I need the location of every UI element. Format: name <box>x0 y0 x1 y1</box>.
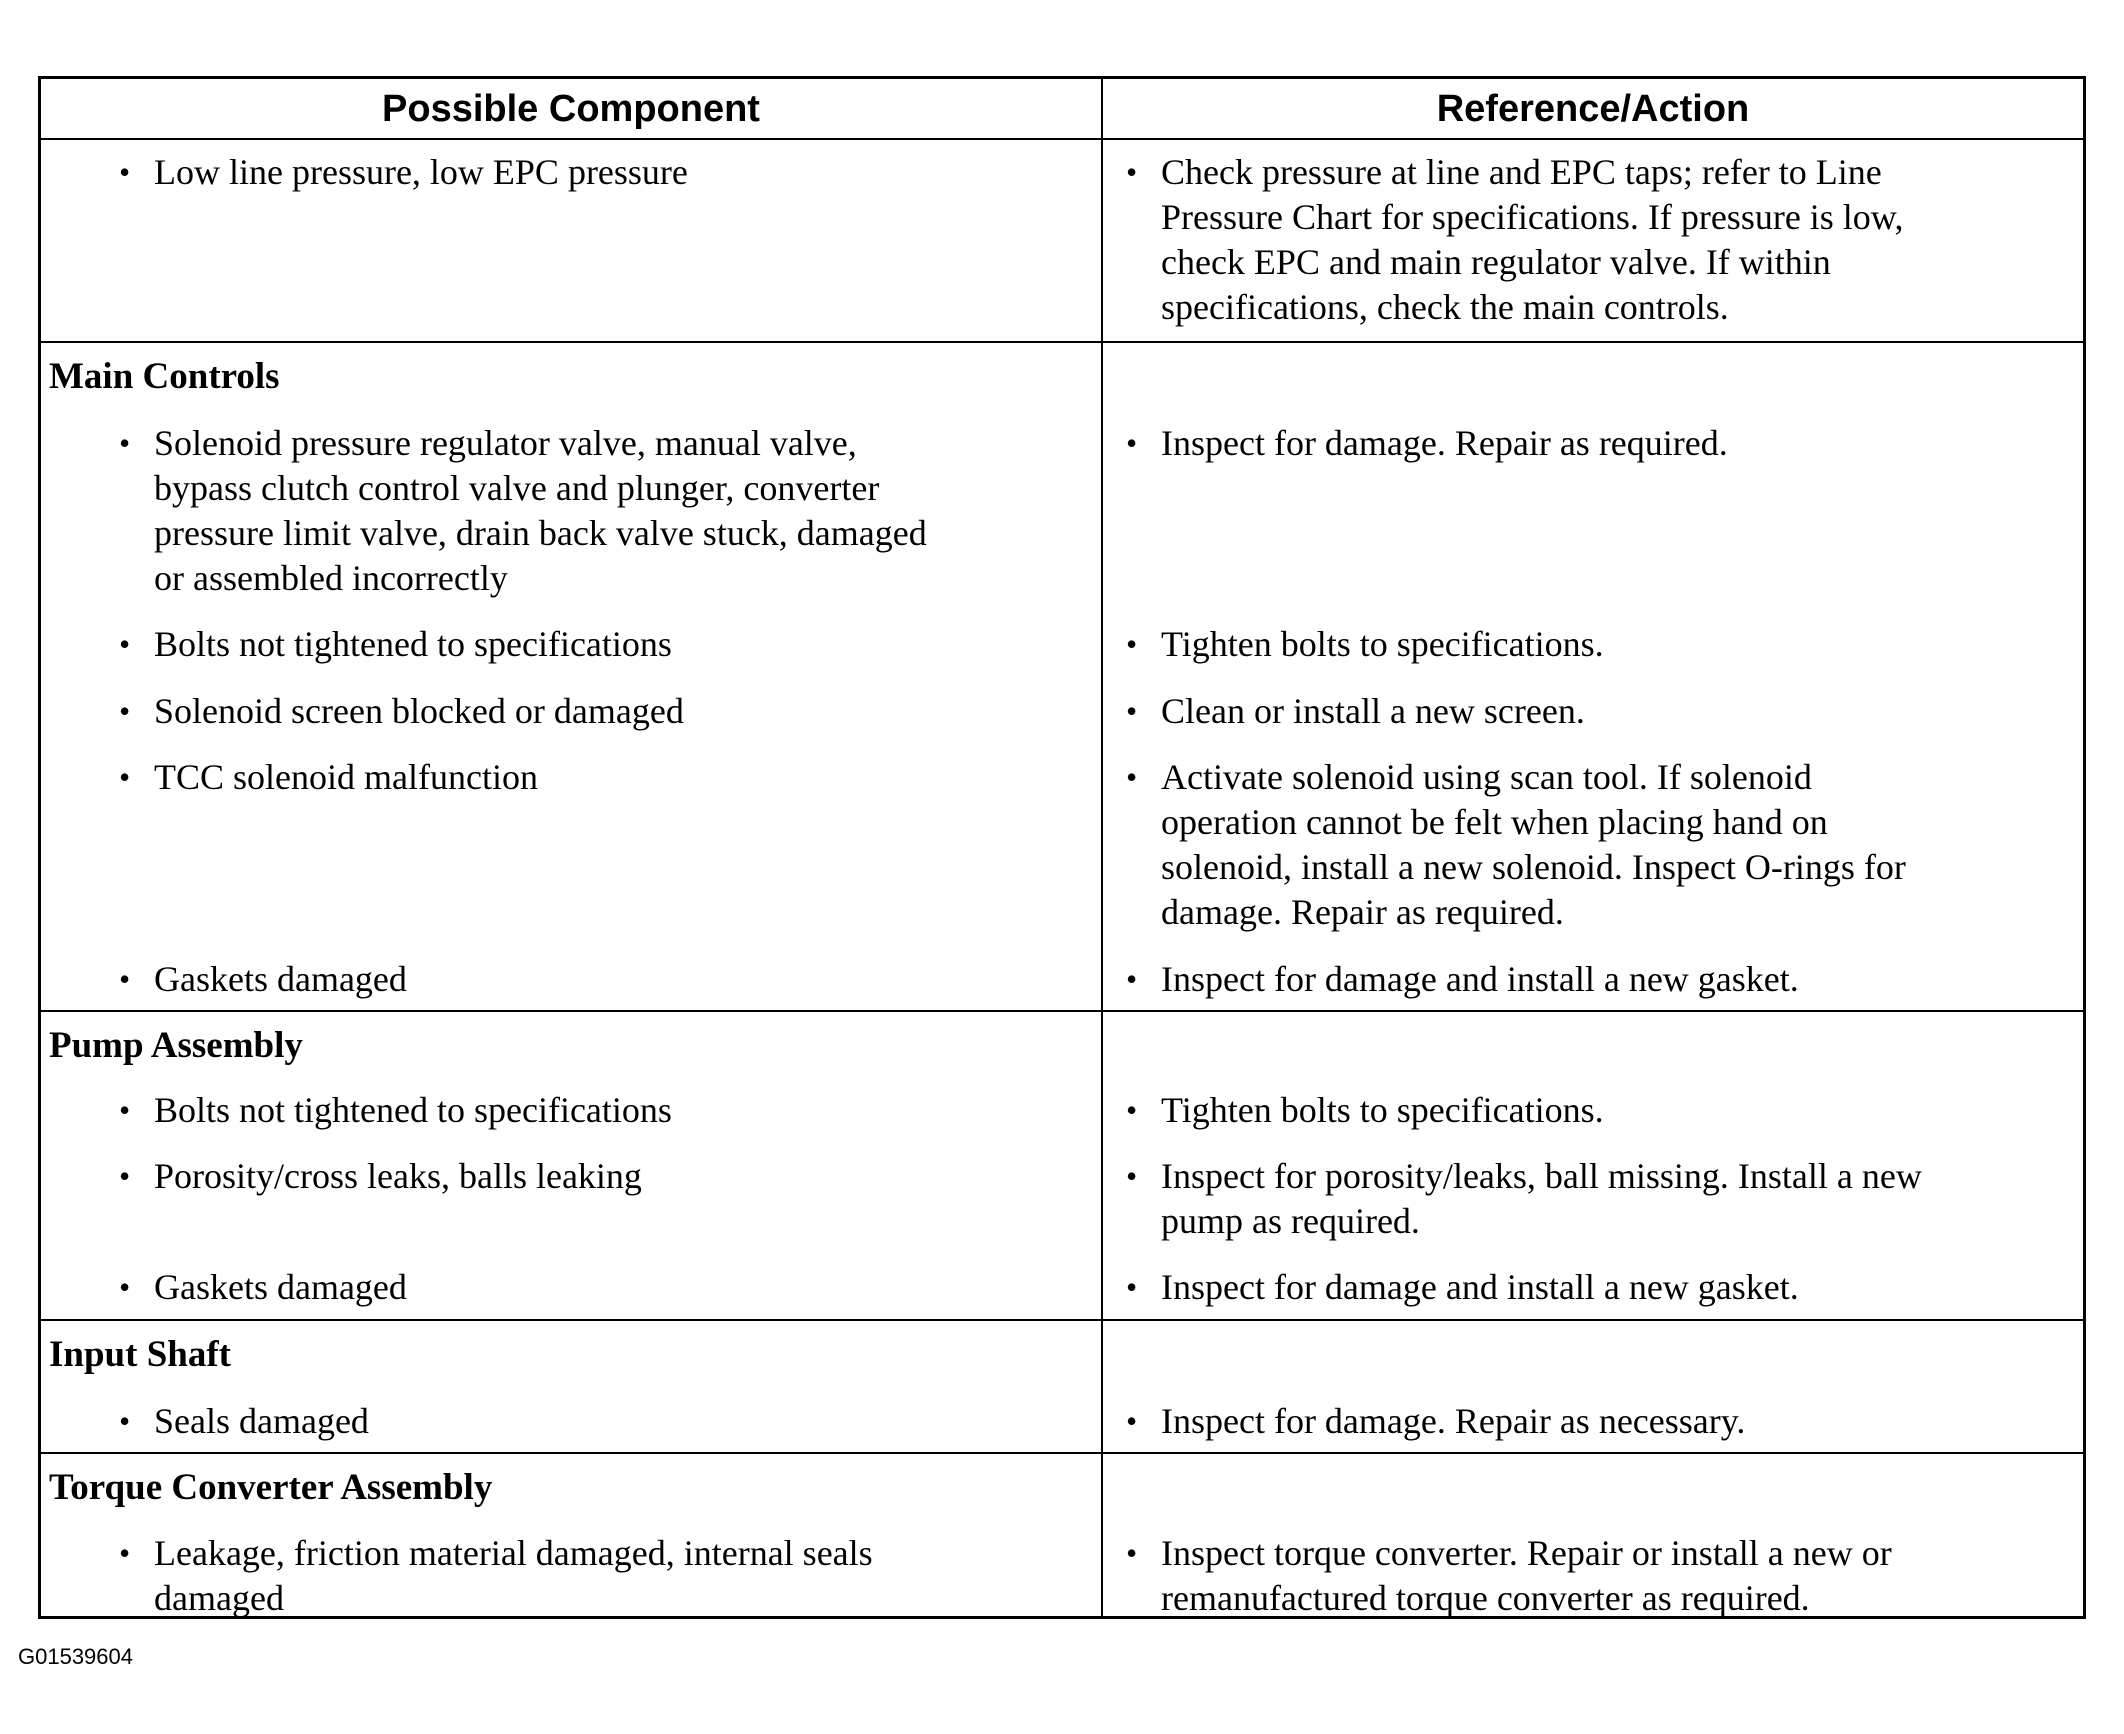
bullet: • <box>1126 1269 1138 1305</box>
header-reference-action: Reference/Action <box>1436 88 1750 130</box>
component-text: Porosity/cross leaks, balls leaking <box>154 1156 642 1196</box>
action-text: Tighten bolts to specifications. <box>1161 624 1604 664</box>
action-text: operation cannot be felt when placing hand on <box>1161 802 1828 842</box>
action-text: Inspect for damage. Repair as necessary. <box>1161 1401 1746 1441</box>
component-text: pressure limit valve, drain back valve stuck, damaged <box>154 513 927 553</box>
component-text: bypass clutch control valve and plunger, converter <box>154 468 880 508</box>
action-text: solenoid, install a new solenoid. Inspect O-rings for <box>1161 847 1906 887</box>
bullet: • <box>1126 1092 1138 1128</box>
bullet: • <box>1126 1535 1138 1571</box>
action-text: Activate solenoid using scan tool. If solenoid <box>1161 757 1812 797</box>
bullet: • <box>119 1403 131 1439</box>
action-text: Tighten bolts to specifications. <box>1161 1090 1604 1130</box>
bullet: • <box>1126 961 1138 997</box>
row-divider <box>41 1452 2083 1454</box>
figure-id: G01539604 <box>18 1644 133 1669</box>
row-divider <box>41 1010 2083 1012</box>
action-text: specifications, check the main controls. <box>1161 287 1729 327</box>
component-text: Seals damaged <box>154 1401 369 1441</box>
section-title: Main Controls <box>49 356 280 397</box>
action-text: damage. Repair as required. <box>1161 892 1564 932</box>
component-text: damaged <box>154 1578 284 1618</box>
action-text: Check pressure at line and EPC taps; refer to Line <box>1161 152 1882 192</box>
component-text: Leakage, friction material damaged, internal seals <box>154 1533 873 1573</box>
header-possible-component: Possible Component <box>382 88 760 130</box>
bullet: • <box>119 693 131 729</box>
bullet: • <box>119 1269 131 1305</box>
header-divider <box>41 138 2083 140</box>
bullet: • <box>1126 425 1138 461</box>
row-divider <box>41 341 2083 343</box>
bullet: • <box>119 1158 131 1194</box>
bullet: • <box>1126 693 1138 729</box>
action-text: Inspect for damage and install a new gasket. <box>1161 959 1799 999</box>
component-text: Gaskets damaged <box>154 1267 407 1307</box>
row-divider <box>41 1319 2083 1321</box>
action-text: Inspect torque converter. Repair or install a new or <box>1161 1533 1892 1573</box>
bullet: • <box>119 1092 131 1128</box>
action-text: check EPC and main regulator valve. If within <box>1161 242 1831 282</box>
action-text: Pressure Chart for specifications. If pressure is low, <box>1161 197 1904 237</box>
bullet: • <box>1126 626 1138 662</box>
section-title: Input Shaft <box>49 1334 232 1375</box>
action-text: Inspect for damage. Repair as required. <box>1161 423 1728 463</box>
bullet: • <box>1126 1158 1138 1194</box>
bullet: • <box>119 759 131 795</box>
action-text: Inspect for porosity/leaks, ball missing. Install a new <box>1161 1156 1922 1196</box>
component-text: TCC solenoid malfunction <box>154 757 538 797</box>
bullet: • <box>119 626 131 662</box>
bullet: • <box>1126 1403 1138 1439</box>
diagnosis-table <box>38 76 2086 1619</box>
section-title: Torque Converter Assembly <box>49 1467 493 1508</box>
action-text: Inspect for damage and install a new gasket. <box>1161 1267 1799 1307</box>
bullet: • <box>1126 154 1138 190</box>
component-text: Bolts not tightened to specifications <box>154 1090 672 1130</box>
section-title: Pump Assembly <box>49 1025 303 1066</box>
bullet: • <box>1126 759 1138 795</box>
bullet: • <box>119 961 131 997</box>
column-divider <box>1101 79 1103 1616</box>
bullet: • <box>119 154 131 190</box>
bullet: • <box>119 1535 131 1571</box>
bullet: • <box>119 425 131 461</box>
action-text: remanufactured torque converter as required. <box>1161 1578 1810 1618</box>
component-text: Low line pressure, low EPC pressure <box>154 152 688 192</box>
component-text: Solenoid pressure regulator valve, manual valve, <box>154 423 857 463</box>
component-text: Solenoid screen blocked or damaged <box>154 691 684 731</box>
component-text: Gaskets damaged <box>154 959 407 999</box>
component-text: Bolts not tightened to specifications <box>154 624 672 664</box>
component-text: or assembled incorrectly <box>154 558 508 598</box>
action-text: Clean or install a new screen. <box>1161 691 1585 731</box>
action-text: pump as required. <box>1161 1201 1420 1241</box>
